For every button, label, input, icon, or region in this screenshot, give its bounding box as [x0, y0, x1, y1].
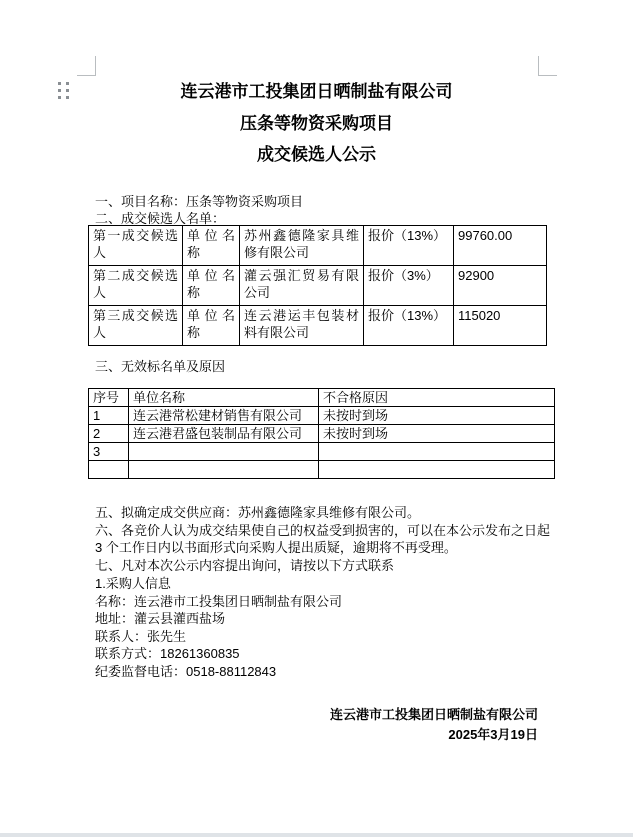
candidate-rank: 第一成交候选人 — [89, 226, 183, 266]
margin-crop-mark-top-right — [538, 56, 557, 76]
candidate-rank: 第二成交候选人 — [89, 266, 183, 306]
signature-block — [330, 705, 538, 744]
candidate-rank: 第三成交候选人 — [89, 306, 183, 346]
col-header-index: 序号 — [89, 389, 129, 407]
candidate-row-3 — [89, 306, 547, 346]
candidate-company: 灌云强汇贸易有限公司 — [240, 266, 364, 306]
row-company: 连云港常松建材销售有限公司 — [129, 407, 319, 425]
quote-price: 99760.00 — [454, 226, 547, 266]
row-index: 3 — [89, 443, 129, 461]
invalid-header-row — [89, 389, 555, 407]
signature-date: 2025年3月19日 — [448, 726, 538, 742]
purchaser-name: 名称：连云港市工投集团日晒制盐有限公司 — [95, 594, 343, 609]
unit-name-label: 单位名称 — [183, 266, 240, 306]
supervision-phone: 纪委监督电话：0518-88112843 — [95, 664, 277, 679]
title-project: 压条等物资采购项目 — [240, 113, 393, 133]
row-company: 连云港君盛包装制品有限公司 — [129, 425, 319, 443]
title-company: 连云港市工投集团日晒制盐有限公司 — [180, 82, 453, 101]
row-index: 1 — [89, 407, 129, 425]
section-3-invalid-heading: 三、无效标名单及原因 — [95, 359, 226, 374]
section-6-line2: 3 个工作日内以书面形式向采购人提出质疑，逾期将不再受理。 — [95, 540, 457, 555]
page-bottom-edge — [0, 833, 633, 837]
quote-price: 92900 — [454, 266, 547, 306]
section-7-contact-heading: 七、凡对本次公示内容提出询问，请按以下方式联系 — [95, 558, 395, 573]
row-reason — [319, 443, 555, 461]
section-5-supplier: 五、拟确定成交供应商：苏州鑫德隆家具维修有限公司。 — [95, 505, 421, 520]
unit-name-label: 单位名称 — [183, 226, 240, 266]
section-2-candidates-heading: 二、成交候选人名单： — [95, 211, 226, 226]
row-index — [89, 461, 129, 479]
row-reason: 未按时到场 — [319, 407, 555, 425]
candidate-row-2 — [89, 266, 547, 306]
invalid-row-1 — [89, 407, 555, 425]
section-1-project-name: 一、项目名称：压条等物资采购项目 — [95, 194, 304, 209]
unit-name-label: 单位名称 — [183, 306, 240, 346]
row-company — [129, 461, 319, 479]
invalid-row-4 — [89, 461, 555, 479]
quote-label: 报价（13%） — [364, 306, 454, 346]
purchaser-contact-person: 联系人：张先生 — [95, 629, 187, 644]
purchaser-info-heading: 1.采购人信息 — [95, 576, 171, 591]
margin-crop-mark-top-left — [77, 56, 96, 76]
row-company — [129, 443, 319, 461]
purchaser-phone: 联系方式：18261360835 — [95, 646, 240, 661]
quote-price: 115020 — [454, 306, 547, 346]
signature-company: 连云港市工投集团日晒制盐有限公司 — [329, 707, 538, 722]
candidate-company: 连云港运丰包装材料有限公司 — [240, 306, 364, 346]
candidate-company: 苏州鑫德隆家具维修有限公司 — [240, 226, 364, 266]
invalid-row-2 — [89, 425, 555, 443]
candidate-row-1 — [89, 226, 547, 266]
invalid-bids-table — [88, 388, 555, 479]
col-header-reason: 不合格原因 — [319, 389, 555, 407]
row-reason — [319, 461, 555, 479]
row-index: 2 — [89, 425, 129, 443]
purchaser-address: 地址：灌云县灌西盐场 — [95, 611, 226, 626]
col-header-unit: 单位名称 — [129, 389, 319, 407]
title-announcement: 成交候选人公示 — [257, 145, 376, 164]
invalid-row-3 — [89, 443, 555, 461]
candidates-table — [88, 225, 547, 346]
document-title-block — [0, 76, 633, 171]
section-6-line1: 六、各竞价人认为成交结果使自己的权益受到损害的，可以在本公示发布之日起 — [95, 523, 551, 538]
quote-label: 报价（3%） — [364, 266, 454, 306]
quote-label: 报价（13%） — [364, 226, 454, 266]
row-reason: 未按时到场 — [319, 425, 555, 443]
